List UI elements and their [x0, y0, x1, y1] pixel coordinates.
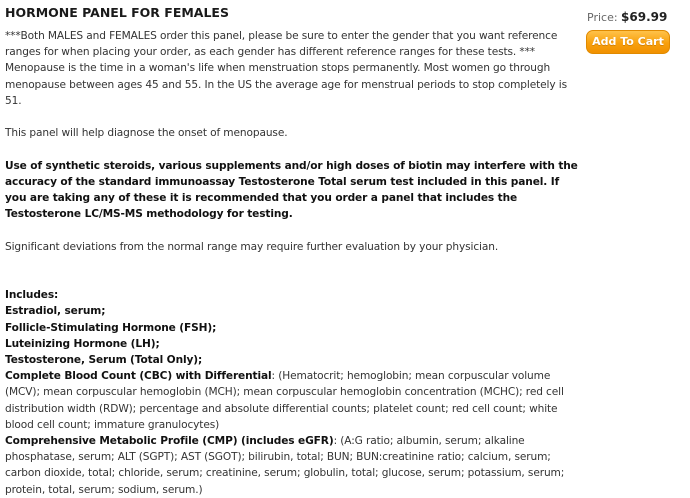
price-label: Price:: [587, 11, 618, 24]
product-title: HORMONE PANEL FOR FEMALES: [5, 5, 229, 20]
list-item: [5, 368, 583, 433]
menopause-paragraph: Menopause is the time in a woman's life when menstruation stops permanently. Most women go through menopause between ages 45 and 55. In the US the average age for menstrual periods to stop completely is 51.: [5, 62, 567, 107]
purpose-paragraph: This panel will help diagnose the onset of menopause.: [5, 127, 288, 140]
list-item: [5, 320, 583, 336]
test-name: Complete Blood Count (CBC) with Differential: [5, 370, 272, 383]
list-item: [5, 336, 583, 352]
add-to-cart-button[interactable]: Add To Cart: [586, 30, 670, 54]
price-line: [587, 9, 677, 26]
test-name: Testosterone, Serum (Total Only);: [5, 353, 203, 366]
deviation-paragraph: Significant deviations from the normal range may require further evaluation by your physician.: [5, 240, 499, 253]
list-item: [5, 352, 583, 368]
gender-notice: ***Both MALES and FEMALES order this panel, please be sure to enter the gender that you want reference ranges for when placing your order, as each gender has different reference ranges for these tests. ***: [5, 30, 558, 59]
includes-list: [5, 287, 583, 498]
includes-heading: Includes:: [5, 289, 59, 302]
test-name: Follicle-Stimulating Hormone (FSH);: [5, 321, 217, 334]
list-item: [5, 433, 583, 498]
list-item: [5, 303, 583, 319]
test-name: Comprehensive Metabolic Profile (CMP) (includes eGFR): [5, 435, 334, 447]
test-name: Estradiol, serum;: [5, 305, 106, 318]
biotin-warning: Use of synthetic steroids, various supplements and/or high doses of biotin may interfere with the accuracy of the standard immunoassay Testosterone Total serum test included in this panel. If you are taking any of these it is recommended that you order a panel that includes the Testosterone LC/MS-MS methodology for testing.: [5, 159, 578, 221]
price-value: $69.99: [621, 10, 668, 24]
test-detail: : (A:G ratio; albumin, serum; alkaline phosphatase, serum; ALT (SGPT); AST (SGOT); bilirubin, total; BUN; BUN:creatinine ratio; calcium, serum; carbon dioxide, total; chloride, serum; creatinine, serum; globulin, total; glucose, serum; potassium, serum; protein, total, serum; sodium, serum.): [5, 435, 565, 496]
test-detail: : (Hematocrit; hemoglobin; mean corpuscular volume (MCV); mean corpuscular hemoglobin (MCH); mean corpuscular hemoglobin concentration (MCHC); red cell distribution width (RDW); percentage and absolute differential counts; platelet count; red cell count; white blood cell count; immature granulocytes): [5, 370, 564, 431]
test-name: Luteinizing Hormone (LH);: [5, 337, 160, 350]
purchase-box: [587, 9, 677, 54]
product-description: [5, 4, 583, 498]
